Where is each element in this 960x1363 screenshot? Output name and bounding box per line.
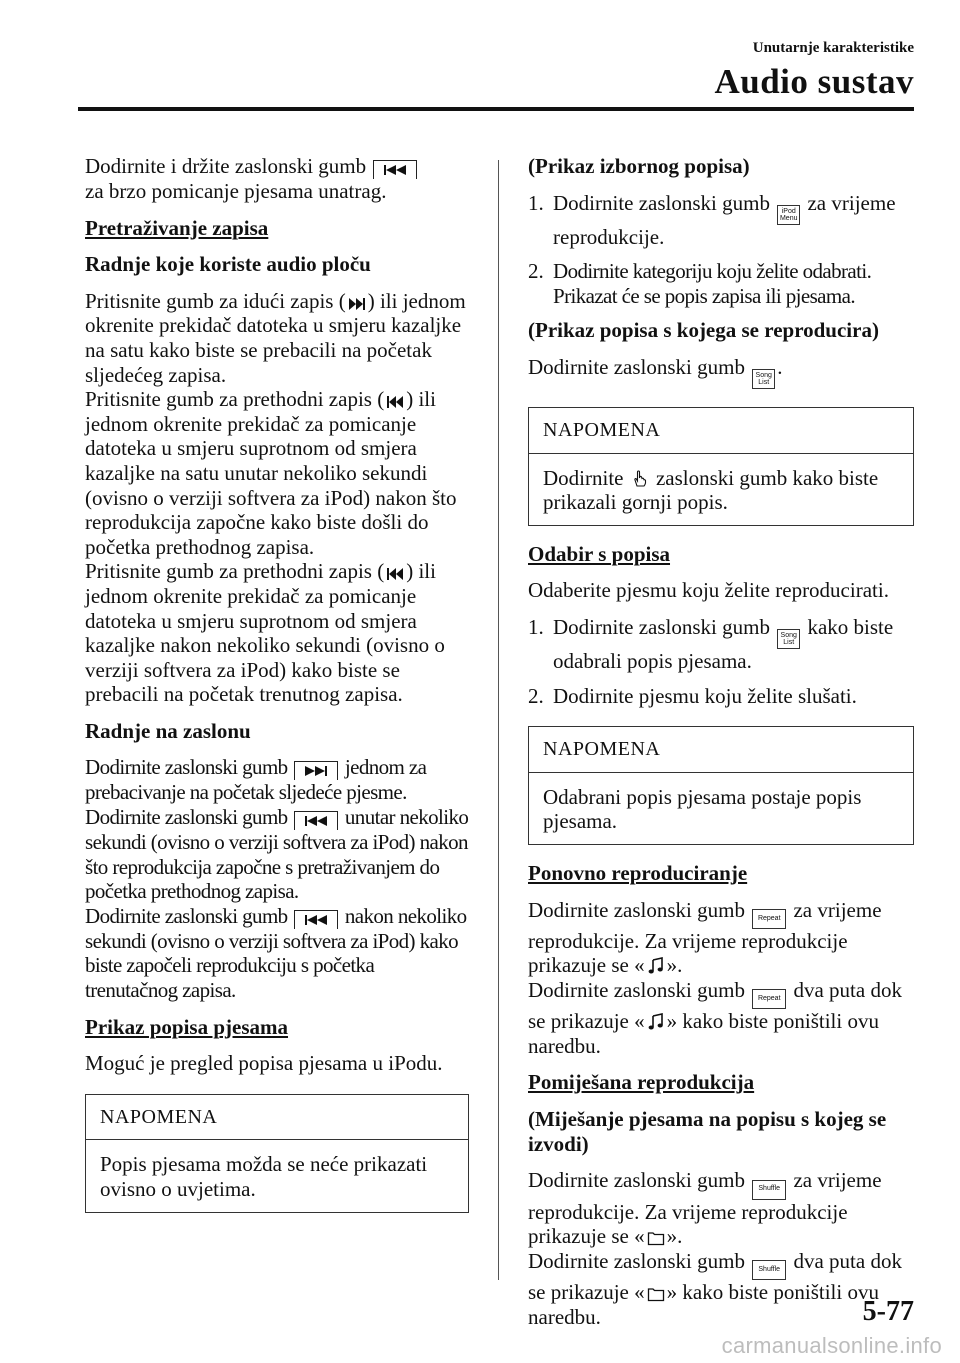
folder-icon xyxy=(647,1229,665,1247)
heading-menu-list: (Prikaz izbornog popisa) xyxy=(528,154,750,178)
step-item: 2. Dodirnite pjesmu koju želite slušati. xyxy=(528,683,857,708)
ipod-menu-icon: iPod Menu xyxy=(777,205,800,225)
page-number: 5-77 xyxy=(862,1296,914,1327)
header-title: Audio sustav xyxy=(714,62,914,101)
paragraph-panel: Pritisnite gumb za idući zapis ( ) ili jednom okrenite prekidač datoteka u smjeru kazaljke na satu kako biste se prebacili na početak sljedećeg zapisa. Pritisnite gumb za prethodni zapis ( ) ili jednom okrenite prekidač za pomicanje datoteka u smjeru suprotnom od smjera kazaljke na satu unutar nekoliko sekundi (ovisno o verziji softvera za iPod) nakon što reprodukcija započne kako biste došli do početka prethodnog zapisa. Pritisnite gumb za prethodni zapis ( ) ili jednom okrenite prekidač za pomicanje datoteka u smjeru suprotnom od smjera kazaljke nakon nekoliko sekundi (ovisno o verziji softvera za iPod) kako biste se prebacili na početak trenutnog zapisa. xyxy=(85,288,466,707)
right-column xyxy=(528,154,914,1341)
track-previous-icon xyxy=(294,910,338,929)
paragraph-screen: Dodirnite zaslonski gumb jednom za prebacivanje na početak sljedeće pjesme. Dodirnite zaslonski gumb unutar nekoliko sekundi (ovisno o verziji softvera za iPod) nakon što reprodukcija započne s pretraživanjem do početka prethodnog zapisa. Dodirnite zaslonski gumb nakon nekoliko sekundi (ovisno o verziji softvera za iPod) kako biste započeli reprodukciju s početka trenutačnog zapisa. xyxy=(85,755,469,1003)
note-box xyxy=(528,726,914,845)
heading-shuffle-sub: (Miješanje pjesama na popisu s kojeg se izvodi) xyxy=(528,1107,887,1156)
note-title: NAPOMENA xyxy=(86,1095,468,1141)
left-column xyxy=(85,154,469,1229)
heading-screen: Radnje na zaslonu xyxy=(85,718,251,743)
note-box xyxy=(528,407,914,526)
shuffle-icon: Shuffle xyxy=(752,1180,786,1200)
heading-playlist: (Prikaz popisa s kojega se reproducira) xyxy=(528,318,879,343)
note-box xyxy=(85,1094,469,1213)
shuffle-icon: Shuffle xyxy=(752,1260,786,1280)
step-item: 1. Dodirnite zaslonski gumb iPod Menu za vrijeme reprodukcije. xyxy=(528,190,896,249)
heading-song-list: Prikaz popisa pjesama xyxy=(85,1014,289,1039)
music-note-icon xyxy=(647,957,665,975)
step-item: 1. Dodirnite zaslonski gumb Song List kako biste odabrali popis pjesama. xyxy=(528,614,894,673)
folder-icon xyxy=(647,1285,665,1303)
heading-repeat: Ponovno reproduciranje xyxy=(528,860,748,885)
paragraph-song-list: Moguć je pregled popisa pjesama u iPodu. xyxy=(85,1051,443,1076)
previous-track-icon xyxy=(386,565,404,583)
track-next-icon xyxy=(294,761,338,780)
step-item: 2. Dodirnite kategoriju koju želite odabrati. Prikazat će se popis zapisa ili pjesama. xyxy=(528,259,872,308)
note-body: Odabrani popis pjesama postaje popis pjesama. xyxy=(543,784,862,834)
heading-panel: Radnje koje koriste audio ploču xyxy=(85,252,371,277)
paragraph-repeat: Dodirnite zaslonski gumb Repeat za vrijeme reprodukcije. Za vrijeme reprodukcije prikazuje se « ». Dodirnite zaslonski gumb Repeat dva puta dok se prikazuje « » kako biste poništili ovu naredbu. xyxy=(528,897,902,1058)
track-previous-icon xyxy=(294,811,338,830)
paragraph-select: Odaberite pjesmu koju želite reproducirati. xyxy=(528,578,889,603)
header-section: Unutarnje karakteristike xyxy=(752,40,914,56)
paragraph-playlist: Dodirnite zaslonski gumb Song List . xyxy=(528,355,914,389)
music-note-icon xyxy=(647,1013,665,1031)
note-title: NAPOMENA xyxy=(529,408,913,454)
heading-select: Odabir s popisa xyxy=(528,541,671,566)
paragraph-shuffle: Dodirnite zaslonski gumb Shuffle za vrijeme reprodukcije. Za vrijeme reprodukcije prikazuje se « ». Dodirnite zaslonski gumb Shuffle dva puta dok se prikazuje « » kako biste poništili ovu naredbu. xyxy=(528,1168,902,1329)
previous-track-icon xyxy=(386,393,404,411)
hand-touch-icon xyxy=(631,470,649,488)
song-list-icon: Song List xyxy=(752,369,775,389)
heading-search: Pretraživanje zapisa xyxy=(85,215,269,240)
track-previous-icon xyxy=(373,160,417,179)
repeat-icon: Repeat xyxy=(752,989,786,1009)
note-body: Popis pjesama možda se neće prikazati ovisno o uvjetima. xyxy=(100,1152,428,1201)
note-title: NAPOMENA xyxy=(529,727,913,773)
note-body: Dodirnite zaslonski gumb kako biste prikazali gornji popis. xyxy=(543,465,879,515)
paragraph-rewind: Dodirnite i držite zaslonski gumb za brzo pomicanje pjesama unatrag. xyxy=(85,154,469,204)
watermark: carmanualsonline.info xyxy=(721,1333,942,1358)
column-divider xyxy=(498,160,499,1280)
song-list-icon: Song List xyxy=(777,629,800,649)
heading-shuffle: Pomiješana reprodukcija xyxy=(528,1070,755,1095)
header-rule xyxy=(78,107,914,111)
next-track-icon xyxy=(348,295,366,313)
repeat-icon: Repeat xyxy=(752,909,786,929)
